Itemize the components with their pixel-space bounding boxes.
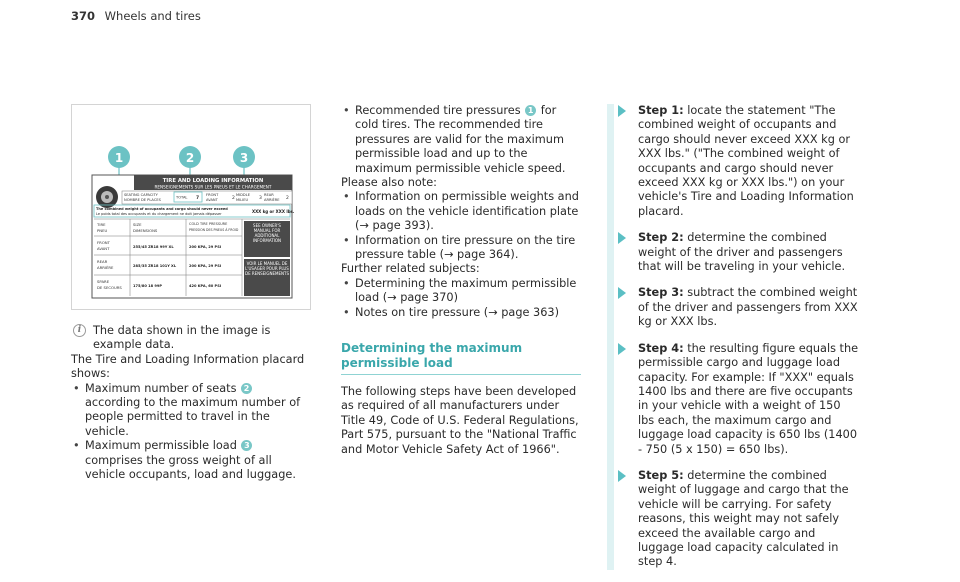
note-text: The data shown in the image is example data. bbox=[93, 324, 271, 352]
svg-text:1: 1 bbox=[114, 151, 124, 165]
badge-3: 3 bbox=[241, 440, 252, 451]
see-manual-fr: VOIR LE MANUEL DE L'USAGER POUR PLUS DE RENSEIGNEMENTS bbox=[245, 261, 289, 276]
step-arrow-icon bbox=[618, 232, 626, 244]
tire-placard-illustration bbox=[72, 105, 312, 311]
page-section-title: Wheels and tires bbox=[104, 9, 201, 23]
step-arrow-icon bbox=[618, 105, 626, 117]
svg-text:TOTAL: TOTAL bbox=[176, 195, 188, 200]
list-item: • Recommended tire pressures 1 for cold tires. The recommended tire pressures are valid for the maximum permissible load and up to the maximum permissible vehicle speed. bbox=[341, 104, 581, 176]
info-icon: i bbox=[73, 324, 86, 337]
placard-list bbox=[71, 382, 311, 483]
note-heading: Please also note: bbox=[341, 176, 437, 190]
svg-text:TIRE: TIRE bbox=[97, 222, 106, 227]
callout-badge-2 bbox=[179, 146, 201, 168]
page-header bbox=[71, 9, 201, 23]
svg-text:2: 2 bbox=[286, 196, 289, 201]
svg-text:The combined weight of occupan: The combined weight of occupants and cargo should never exceed bbox=[96, 207, 228, 211]
step-1: Step 1: locate the statement "The combined weight of occupants and cargo should never exceed XXX kg or XXX lbs." ("The combined weight of occupants and cargo should never exceed XXX kg or XXX lbs.") on your vehicle's Tire and Loading Information placard. bbox=[614, 104, 860, 219]
svg-text:SPARE: SPARE bbox=[97, 279, 110, 284]
svg-text:RENSEIGNEMENTS SUR LES PNEUS E: RENSEIGNEMENTS SUR LES PNEUS ET LE CHARGEMENT bbox=[154, 184, 272, 190]
svg-text:420 KPA, 60 PSI: 420 KPA, 60 PSI bbox=[189, 284, 222, 288]
further-heading: Further related subjects: bbox=[341, 262, 480, 276]
step-arrow-icon bbox=[618, 343, 626, 355]
list-item: • Maximum permissible load 3 comprises the gross weight of all vehicle occupants, load and luggage. bbox=[71, 439, 311, 482]
badge-2: 2 bbox=[241, 383, 252, 394]
step-3: Step 3: subtract the combined weight of the driver and passengers from XXX kg or XXX lbs. bbox=[614, 286, 860, 329]
tire-placard-figure bbox=[71, 104, 311, 310]
svg-text:200 KPA, 29 PSI: 200 KPA, 29 PSI bbox=[189, 264, 222, 268]
svg-text:ARRIÈRE: ARRIÈRE bbox=[97, 265, 114, 270]
callout-badge-1 bbox=[108, 146, 130, 168]
step-4: Step 4: the resulting figure equals the permissible cargo and luggage load capacity. For example: If "XXX" equals 1400 lbs and there are five occupants in your vehicle with a weight of 150 lbs each, the maximum cargo and luggage load capacity is 650 lbs (1400 - 750 (5 x 150) = 650 lbs). bbox=[614, 342, 860, 457]
svg-text:XXX kg or XXX lbs.: XXX kg or XXX lbs. bbox=[252, 209, 295, 214]
badge-1: 1 bbox=[525, 105, 536, 116]
svg-text:7: 7 bbox=[196, 196, 200, 201]
svg-text:MIDDLE: MIDDLE bbox=[236, 193, 250, 197]
svg-text:TIRE AND LOADING INFORMATION: TIRE AND LOADING INFORMATION bbox=[162, 178, 264, 184]
svg-text:AVANT: AVANT bbox=[206, 198, 218, 202]
step-arrow-icon bbox=[618, 470, 626, 482]
svg-text:SIZE: SIZE bbox=[133, 222, 142, 227]
svg-text:REAR: REAR bbox=[97, 259, 108, 264]
column-right bbox=[610, 104, 860, 582]
see-manual-en: SEE OWNER'S MANUAL FOR ADDITIONAL INFORMATION bbox=[252, 223, 282, 243]
pressure-list bbox=[341, 104, 581, 176]
svg-text:ARRIÈRE: ARRIÈRE bbox=[264, 198, 280, 202]
svg-text:COLD TIRE PRESSURE: COLD TIRE PRESSURE bbox=[189, 222, 228, 226]
column-middle bbox=[341, 104, 581, 457]
svg-text:FRONT: FRONT bbox=[97, 240, 110, 245]
step-2: Step 2: determine the combined weight of the driver and passengers that will be traveling in your vehicle. bbox=[614, 231, 860, 274]
page-number: 370 bbox=[71, 9, 96, 23]
svg-text:REAR: REAR bbox=[264, 193, 274, 197]
svg-text:DIMENSIONS: DIMENSIONS bbox=[133, 228, 158, 233]
step-5: Step 5: determine the combined weight of luggage and cargo that the vehicle will be carrying. For safety reasons, this weight may not safely exceed the available cargo and luggage load capacity calculated in step 4. bbox=[614, 469, 860, 570]
list-item: • Maximum number of seats 2 according to the maximum number of people permitted to travel in the vehicle. bbox=[71, 382, 311, 440]
list-item: • Information on tire pressure on the tire pressure table (→ page 364). bbox=[341, 234, 581, 263]
svg-text:AVANT: AVANT bbox=[97, 246, 110, 251]
svg-text:Le poids total des occupants e: Le poids total des occupants et du chargement ne doit jamais dépasser bbox=[96, 212, 222, 216]
svg-text:MILIEU: MILIEU bbox=[236, 198, 249, 202]
svg-text:NOMBRE DE PLACES: NOMBRE DE PLACES bbox=[124, 198, 161, 202]
step-arrow-icon bbox=[618, 287, 626, 299]
svg-text:FRONT: FRONT bbox=[206, 193, 219, 197]
info-note bbox=[71, 324, 311, 353]
svg-text:175/80 18 99P: 175/80 18 99P bbox=[133, 284, 162, 288]
svg-text:DE SECOURS: DE SECOURS bbox=[97, 285, 122, 290]
list-item: • Information on permissible weights and loads on the vehicle identification plate (→ page 393). bbox=[341, 190, 581, 233]
section-body: The following steps have been developed as required of all manufacturers under Title 49, Code of U.S. Federal Regulations, Part 575, pursuant to the "National Traffic and Motor Vehicle Safety Act of 1966". bbox=[341, 384, 579, 456]
svg-text:SEATING CAPACITY: SEATING CAPACITY bbox=[124, 193, 158, 197]
svg-text:255/45 ZR18 99Y XL: 255/45 ZR18 99Y XL bbox=[133, 245, 174, 249]
svg-text:200 KPA, 29 PSI: 200 KPA, 29 PSI bbox=[189, 245, 222, 249]
section-title: Determining the maximum permissible load bbox=[341, 341, 581, 375]
column-left bbox=[71, 104, 311, 482]
svg-text:PNEU: PNEU bbox=[97, 228, 108, 233]
note-list bbox=[341, 190, 581, 262]
callout-badge-3 bbox=[233, 146, 255, 168]
svg-text:2: 2 bbox=[185, 151, 195, 165]
svg-text:3: 3 bbox=[259, 196, 262, 201]
svg-text:3: 3 bbox=[239, 151, 249, 165]
link-max-load[interactable]: • Determining the maximum permissible load (→ page 370) bbox=[341, 277, 581, 306]
further-list bbox=[341, 277, 581, 320]
svg-text:285/35 ZR18 101Y XL: 285/35 ZR18 101Y XL bbox=[133, 264, 177, 268]
svg-text:PRESSION DES PNEUS À FROID: PRESSION DES PNEUS À FROID bbox=[189, 228, 239, 232]
placard-intro: The Tire and Loading Information placard shows: bbox=[71, 352, 305, 381]
steps-list bbox=[607, 104, 860, 570]
svg-text:2: 2 bbox=[232, 196, 235, 201]
link-tire-pressure[interactable]: • Notes on tire pressure (→ page 363) bbox=[341, 306, 581, 320]
